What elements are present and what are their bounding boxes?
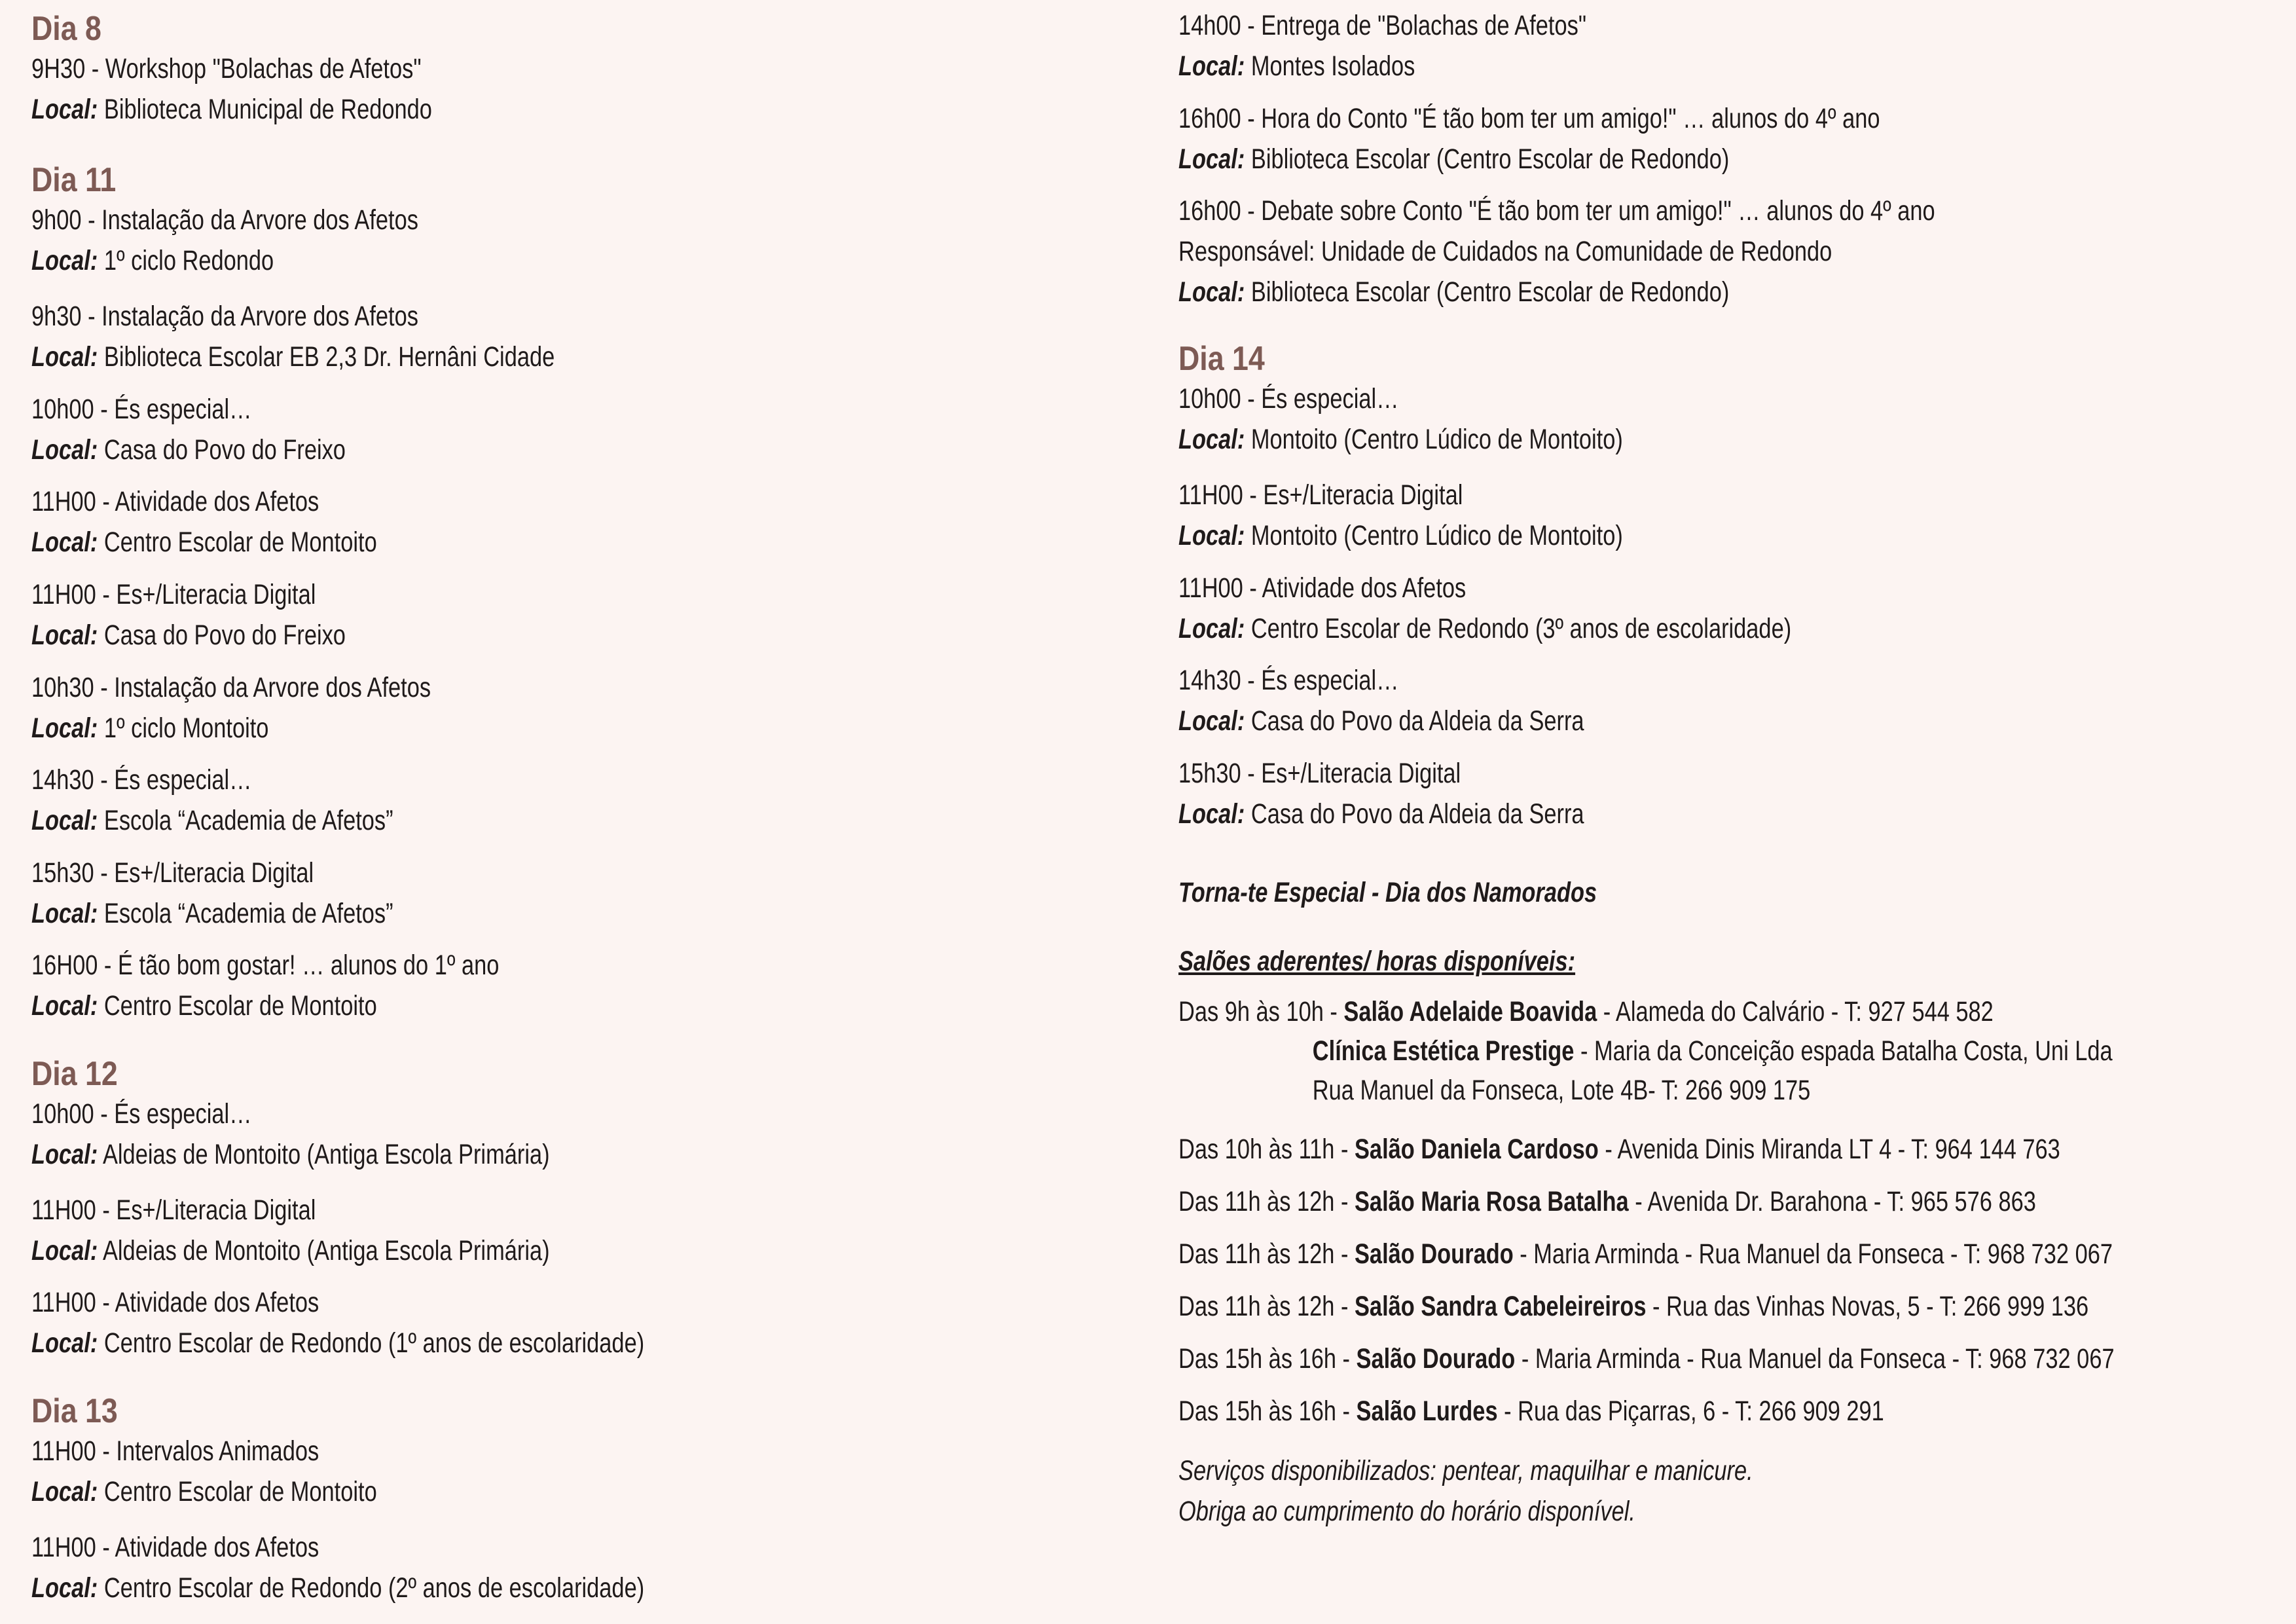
event-location: Local: Biblioteca Escolar EB 2,3 Dr. Hernâni Cidade	[31, 341, 555, 373]
event-title: 11H00 - Atividade dos Afetos	[31, 1287, 319, 1318]
event-location: Local: Casa do Povo do Freixo	[31, 619, 346, 651]
event-title: 11H00 - Es+/Literacia Digital	[1178, 479, 1463, 511]
event-location: Local: 1º ciclo Montoito	[31, 712, 269, 744]
salon-name: Salão Maria Rosa Batalha	[1354, 1186, 1629, 1217]
salons-subheading-block	[1178, 941, 2265, 982]
event-item	[31, 1190, 1144, 1271]
event-item	[31, 296, 1144, 377]
special-section	[1178, 872, 2265, 913]
event-item	[1178, 568, 2265, 649]
salon-entry: Das 9h às 10h - Salão Adelaide Boavida - Alameda do Calvário - T: 927 544 582	[1178, 996, 1994, 1027]
salon-list-2	[1178, 1123, 2265, 1437]
event-title: 15h30 - Es+/Literacia Digital	[1178, 758, 1461, 789]
salon-name: Salão Sandra Cabeleireiros	[1354, 1291, 1647, 1322]
event-location: Local: Aldeias de Montoito (Antiga Escola Primária)	[31, 1235, 550, 1266]
event-title: 9h30 - Instalação da Arvore dos Afetos	[31, 301, 418, 332]
event-title: 11H00 - Es+/Literacia Digital	[31, 579, 316, 610]
event-title: 11H00 - Atividade dos Afetos	[1178, 572, 1467, 604]
day-section-11	[31, 160, 1144, 281]
event-title: 11H00 - Intervalos Animados	[31, 1435, 319, 1467]
event-item	[31, 574, 1144, 655]
services-note	[1178, 1450, 2265, 1532]
event-item	[1178, 5, 2265, 86]
event-location: Local: Centro Escolar de Redondo (2º anos de escolaridade)	[31, 1572, 645, 1604]
event-location: Local: Biblioteca Escolar (Centro Escolar de Redondo)	[1178, 276, 1730, 308]
event-item	[31, 389, 1144, 470]
note-line: Obriga ao cumprimento do horário disponível.	[1178, 1496, 1635, 1527]
event-location: Local: Escola “Academia de Afetos”	[31, 898, 393, 929]
event-location: Local: Centro Escolar de Montoito	[31, 526, 377, 558]
event-title: 10h00 - És especial…	[31, 1098, 252, 1130]
event-item	[31, 853, 1144, 934]
salons-subheading: Salões aderentes/ horas disponíveis:	[1178, 946, 1576, 977]
event-item	[1178, 475, 2265, 556]
event-location: Local: Casa do Povo do Freixo	[31, 434, 346, 466]
salon-entry: Das 15h às 16h - Salão Dourado - Maria Arminda - Rua Manuel da Fonseca - T: 968 732 067	[1178, 1343, 2115, 1375]
event-item	[31, 760, 1144, 841]
event-title: 14h30 - És especial…	[31, 764, 252, 796]
special-heading: Torna-te Especial - Dia dos Namorados	[1178, 877, 1597, 908]
salon-name: Salão Dourado	[1356, 1343, 1516, 1375]
event-title: 16h00 - Debate sobre Conto "É tão bom ter um amigo!" … alunos do 4º ano	[1178, 195, 1935, 227]
event-location: Local: Casa do Povo da Aldeia da Serra	[1178, 798, 1584, 830]
event-title: 9H30 - Workshop "Bolachas de Afetos"	[31, 53, 422, 84]
event-title: 16h00 - Hora do Conto "É tão bom ter um amigo!" … alunos do 4º ano	[1178, 103, 1880, 134]
day-heading: Dia 11	[31, 161, 117, 199]
event-location: Local: Casa do Povo da Aldeia da Serra	[1178, 705, 1584, 737]
salon-name: Salão Lurdes	[1356, 1395, 1498, 1427]
event-item	[31, 1282, 1144, 1363]
event-item	[1178, 753, 2265, 834]
event-title: 16H00 - É tão bom gostar! … alunos do 1º ano	[31, 950, 500, 981]
event-location: Local: Centro Escolar de Montoito	[31, 1476, 377, 1507]
event-item	[31, 945, 1144, 1026]
event-title: 10h30 - Instalação da Arvore dos Afetos	[31, 672, 431, 703]
local-label: Local:	[31, 94, 98, 125]
event-location: Local: Aldeias de Montoito (Antiga Escola Primária)	[31, 1139, 550, 1170]
event-title: 10h00 - És especial…	[1178, 383, 1399, 415]
day-heading: Dia 12	[31, 1055, 118, 1093]
event-location: Local: Centro Escolar de Redondo (3º anos de escolaridade)	[1178, 613, 1792, 644]
event-title: 11H00 - Atividade dos Afetos	[31, 1532, 319, 1563]
day-section-14	[1178, 339, 2265, 460]
event-location: Local: Escola “Academia de Afetos”	[31, 805, 393, 836]
event-title: 14h30 - És especial…	[1178, 665, 1399, 696]
note-line: Serviços disponibilizados: pentear, maquilhar e manicure.	[1178, 1455, 1753, 1486]
event-location: Local: Centro Escolar de Montoito	[31, 990, 377, 1022]
day-heading: Dia 13	[31, 1392, 118, 1430]
event-item	[31, 1527, 1144, 1608]
event-title: 11H00 - Atividade dos Afetos	[31, 486, 319, 517]
event-item	[1178, 98, 2265, 179]
event-title: 10h00 - És especial…	[31, 394, 252, 425]
day-section-12	[31, 1054, 1144, 1175]
event-title: 9h00 - Instalação da Arvore dos Afetos	[31, 204, 418, 236]
event-location: Local: Montoito (Centro Lúdico de Montoito)	[1178, 520, 1623, 551]
day-heading: Dia 8	[31, 10, 101, 48]
event-location: Local: Montoito (Centro Lúdico de Montoito)	[1178, 424, 1623, 455]
event-title: 11H00 - Es+/Literacia Digital	[31, 1194, 316, 1226]
salon-address: Rua Manuel da Fonseca, Lote 4B- T: 266 909 175	[1312, 1075, 1811, 1106]
salon-list	[1178, 992, 2265, 1110]
day-section-8	[31, 9, 1144, 130]
event-responsible: Responsável: Unidade de Cuidados na Comunidade de Redondo	[1178, 236, 1832, 267]
event-location: Local: Centro Escolar de Redondo (1º anos de escolaridade)	[31, 1327, 645, 1359]
event-title: 15h30 - Es+/Literacia Digital	[31, 857, 314, 889]
event-location: Local: Biblioteca Escolar (Centro Escolar de Redondo)	[1178, 143, 1730, 175]
event-location: Local: Biblioteca Municipal de Redondo	[31, 94, 432, 125]
day-section-13	[31, 1392, 1144, 1512]
event-item	[31, 481, 1144, 563]
salon-entry: Clínica Estética Prestige - Maria da Conceição espada Batalha Costa, Uni Lda	[1312, 1035, 2113, 1067]
salon-name: Salão Daniela Cardoso	[1354, 1134, 1599, 1165]
event-title: 14h00 - Entrega de "Bolachas de Afetos"	[1178, 10, 1587, 41]
salon-name: Clínica Estética Prestige	[1312, 1035, 1575, 1067]
salon-name: Salão Dourado	[1354, 1238, 1514, 1270]
salon-entry: Das 11h às 12h - Salão Sandra Cabeleireiros - Rua das Vinhas Novas, 5 - T: 266 999 136	[1178, 1291, 2089, 1322]
salon-entry: Das 11h às 12h - Salão Maria Rosa Batalha - Avenida Dr. Barahona - T: 965 576 863	[1178, 1186, 2036, 1217]
day-heading: Dia 14	[1178, 340, 1265, 378]
event-location: Local: 1º ciclo Redondo	[31, 245, 274, 276]
salon-entry: Das 15h às 16h - Salão Lurdes - Rua das Piçarras, 6 - T: 266 909 291	[1178, 1395, 1884, 1427]
event-item	[1178, 660, 2265, 741]
event-location: Local: Montes Isolados	[1178, 50, 1415, 82]
salon-entry: Das 11h às 12h - Salão Dourado - Maria Arminda - Rua Manuel da Fonseca - T: 968 732 067	[1178, 1238, 2113, 1270]
event-item	[31, 667, 1144, 748]
salon-entry: Das 10h às 11h - Salão Daniela Cardoso - Avenida Dinis Miranda LT 4 - T: 964 144 763	[1178, 1134, 2060, 1165]
salon-name: Salão Adelaide Boavida	[1343, 996, 1597, 1027]
event-item	[1178, 191, 2265, 312]
